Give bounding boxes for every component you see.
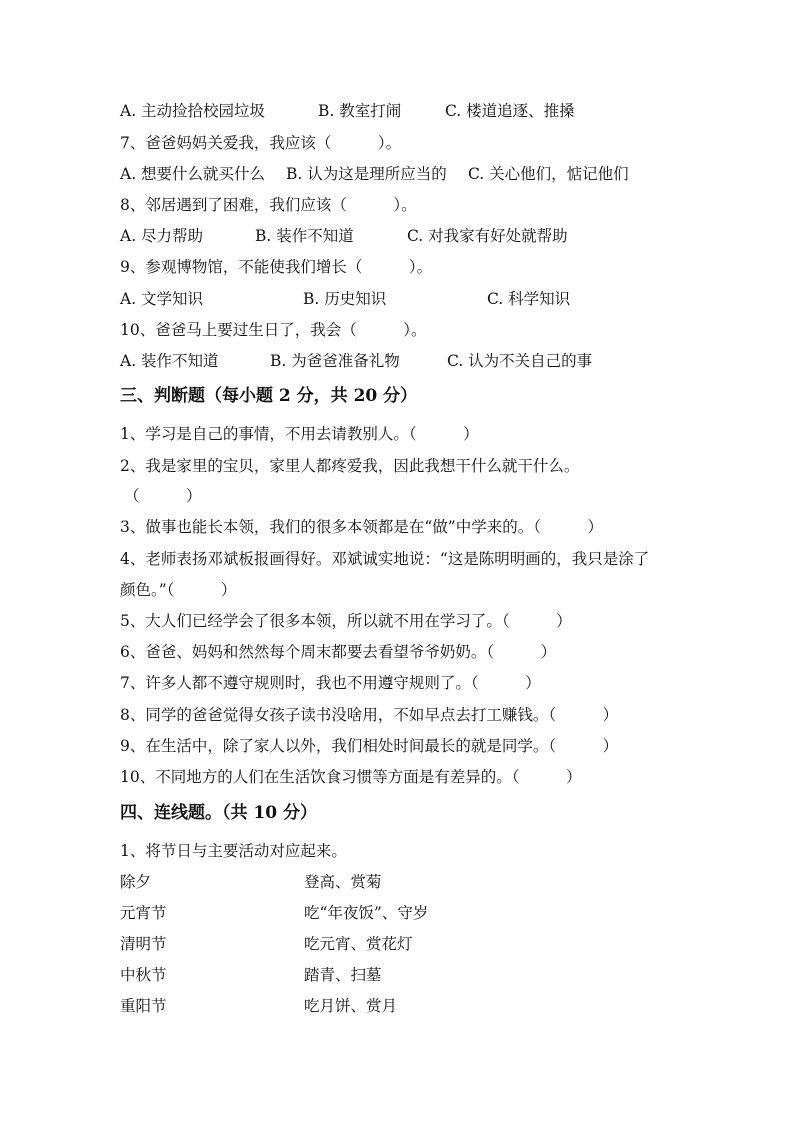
q9-option-c: C. 科学知识 xyxy=(487,290,571,308)
festival-item: 除夕 xyxy=(120,873,152,891)
q10-option-c: C. 认为不关自己的事 xyxy=(447,352,593,370)
q8-option-a: A. 尽力帮助 xyxy=(120,227,204,245)
q7-option-a: A. 想要什么就买什么 xyxy=(120,165,266,183)
q6-option-a: A. 主动捡拾校园垃圾 xyxy=(120,102,266,120)
judge-item-8: 8、同学的爸爸觉得女孩子读书没啥用，不如早点去打工赚钱。（ ） xyxy=(120,706,619,724)
judge-item-5: 5、大人们已经学会了很多本领，所以就不用在学习了。（ ） xyxy=(120,612,572,630)
q9-text: 9、参观博物馆，不能使我们增长（ ）。 xyxy=(120,258,433,276)
festival-item: 中秋节 xyxy=(120,966,167,984)
judge-item-1: 1、学习是自己的事情，不用去请教别人。（ ） xyxy=(120,425,479,443)
festival-item: 清明节 xyxy=(120,935,167,953)
activity-item: 吃元宵、赏花灯 xyxy=(304,935,413,953)
q8-option-c: C. 对我家有好处就帮助 xyxy=(407,227,568,245)
q7-option-c: C. 关心他们，惦记他们 xyxy=(468,165,629,183)
q8-option-b: B. 装作不知道 xyxy=(255,227,354,245)
activity-item: 吃月饼、赏月 xyxy=(304,997,398,1015)
q9-option-a: A. 文学知识 xyxy=(120,290,204,308)
activity-item: 吃“年夜饭”、守岁 xyxy=(304,904,429,922)
judge-section-heading: 三、判断题（每小题 2 分，共 20 分） xyxy=(120,386,418,406)
match-instruction: 1、将节日与主要活动对应起来。 xyxy=(120,842,347,860)
judge-item-6: 6、爸爸、妈妈和然然每个周末都要去看望爷爷奶奶。（ ） xyxy=(120,643,557,661)
q10-option-b: B. 为爸爸准备礼物 xyxy=(270,352,400,370)
judge-item-2-blank: （ ） xyxy=(124,487,202,505)
match-section-heading: 四、连线题。（共 10 分） xyxy=(120,803,317,823)
festival-item: 重阳节 xyxy=(120,997,167,1015)
judge-item-7: 7、许多人都不遵守规则时，我也不用遵守规则了。（ ） xyxy=(120,674,541,692)
q6-option-b: B. 教室打闹 xyxy=(318,102,402,120)
q10-text: 10、爸爸马上要过生日了，我会（ ）。 xyxy=(120,321,427,339)
q7-text: 7、爸爸妈妈关爱我，我应该（ ）。 xyxy=(120,134,402,152)
festival-item: 元宵节 xyxy=(120,904,167,922)
judge-item-10: 10、不同地方的人们在生活饮食习惯等方面是有差异的。（ ） xyxy=(120,768,582,786)
q8-text: 8、邻居遇到了困难，我们应该（ ）。 xyxy=(120,196,417,214)
q7-option-b: B. 认为这是理所应当的 xyxy=(286,165,447,183)
activity-item: 踏青、扫墓 xyxy=(304,966,382,984)
q10-option-a: A. 装作不知道 xyxy=(120,352,219,370)
activity-item: 登高、赏菊 xyxy=(304,873,382,891)
judge-item-4: 4、老师表扬邓斌板报画得好。邓斌诚实地说：“这是陈明明画的，我只是涂了 xyxy=(120,550,650,568)
judge-item-4-cont: 颜色。”（ ） xyxy=(120,581,237,599)
judge-item-9: 9、在生活中，除了家人以外，我们相处时间最长的就是同学。（ ） xyxy=(120,737,619,755)
q9-option-b: B. 历史知识 xyxy=(303,290,387,308)
judge-item-2: 2、我是家里的宝贝，家里人都疼爱我，因此我想干什么就干什么。 xyxy=(120,457,580,475)
q6-option-c: C. 楼道追逐、推搡 xyxy=(445,102,575,120)
judge-item-3: 3、做事也能长本领，我们的很多本领都是在“做”中学来的。（ ） xyxy=(120,518,603,536)
